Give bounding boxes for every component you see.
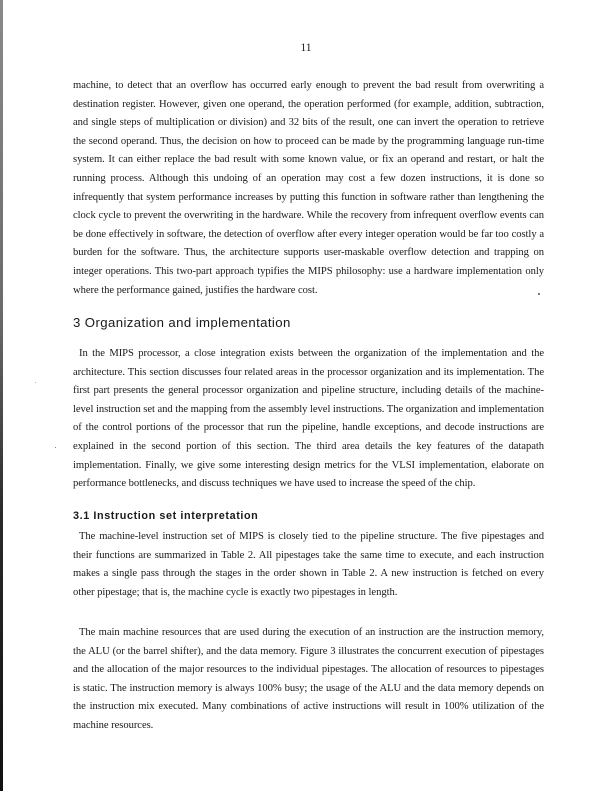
scan-speck — [538, 293, 540, 295]
page-number: 11 — [300, 42, 312, 54]
scan-speck — [35, 382, 36, 383]
paragraph-text: The machine-level instruction set of MIPS is closely tied to the pipeline structure. The five pipestages and their functions are summarized in Table 2. All pipestages take the same time to execute, and each instruction makes a single pass through the stages in the order shown in Table 2. A new instruction is fetched on every other pipestage; that is, the machine cycle is exactly two pipestages in length. — [73, 531, 544, 598]
paragraph-text: The main machine resources that are used during the execution of an instruction are the instruction memory, the ALU (or the barrel shifter), and the data memory. Figure 3 illustrates the concurrent execution of pipestages and the allocation of the major resources to the individual pipestages. The allocation of resources to pipestages is static. The instruction memory is always 100% busy; the usage of the ALU and the data memory depends on the instruction mix executed. Many combinations of active instructions will result in 100% utilization of the machine resources. — [73, 627, 544, 731]
paragraph-text: In the MIPS processor, a close integration exists between the organization of the implementation and the architecture. This section discusses four related areas in the processor organization and its implementation. The first part presents the general processor organization and pipeline structure, including details of the machine-level instruction set and the mapping from the assembly level instructions. The organization and implementation of the control portions of the processor that run the pipeline, handle exceptions, and decode instructions are explained in the second portion of this section. The third area details the key features of the datapath implementation. Finally, we give some interesting design metrics for the VLSI implementation, elaborate on performance bottlenecks, and discuss techniques we have used to increase the speed of the chip. — [73, 348, 544, 490]
paragraph-machine-resources — [73, 624, 544, 736]
paragraph-instruction-set — [73, 528, 544, 602]
section-heading: 3 Organization and implementation — [73, 315, 291, 330]
scan-speck — [55, 447, 56, 448]
paragraph-overflow-handling — [73, 77, 544, 300]
paragraph-section-intro — [73, 345, 544, 494]
subsection-heading: 3.1 Instruction set interpretation — [73, 510, 259, 522]
scan-left-edge — [0, 0, 3, 791]
paragraph-text: machine, to detect that an overflow has occurred early enough to prevent the bad result from overwriting a destination register. However, given one operand, the operation performed (for example, addition, subtraction, and single steps of multiplication or division) and 32 bits of the result, one can invert the operation to retrieve the second operand. Thus, the decision on how to proceed can be made by the programming language run-time system. It can either replace the bad result with some known value, or fix an operand and restart, or halt the running process. Although this undoing of an operation may cost a few dozen instructions, it is done so infrequently that system performance increases by putting this function in software rather than lengthening the clock cycle to prevent the overwriting in the hardware. While the recovery from infrequent overflow events can be done effectively in software, the detection of overflow after every integer operation would be far too costly a burden for the software. Thus, the architecture supports user-maskable overflow detection and trapping on integer operations. This two-part approach typifies the MIPS philosophy: use a hardware implementation only where the performance gained, justifies the hardware cost. — [73, 80, 544, 296]
